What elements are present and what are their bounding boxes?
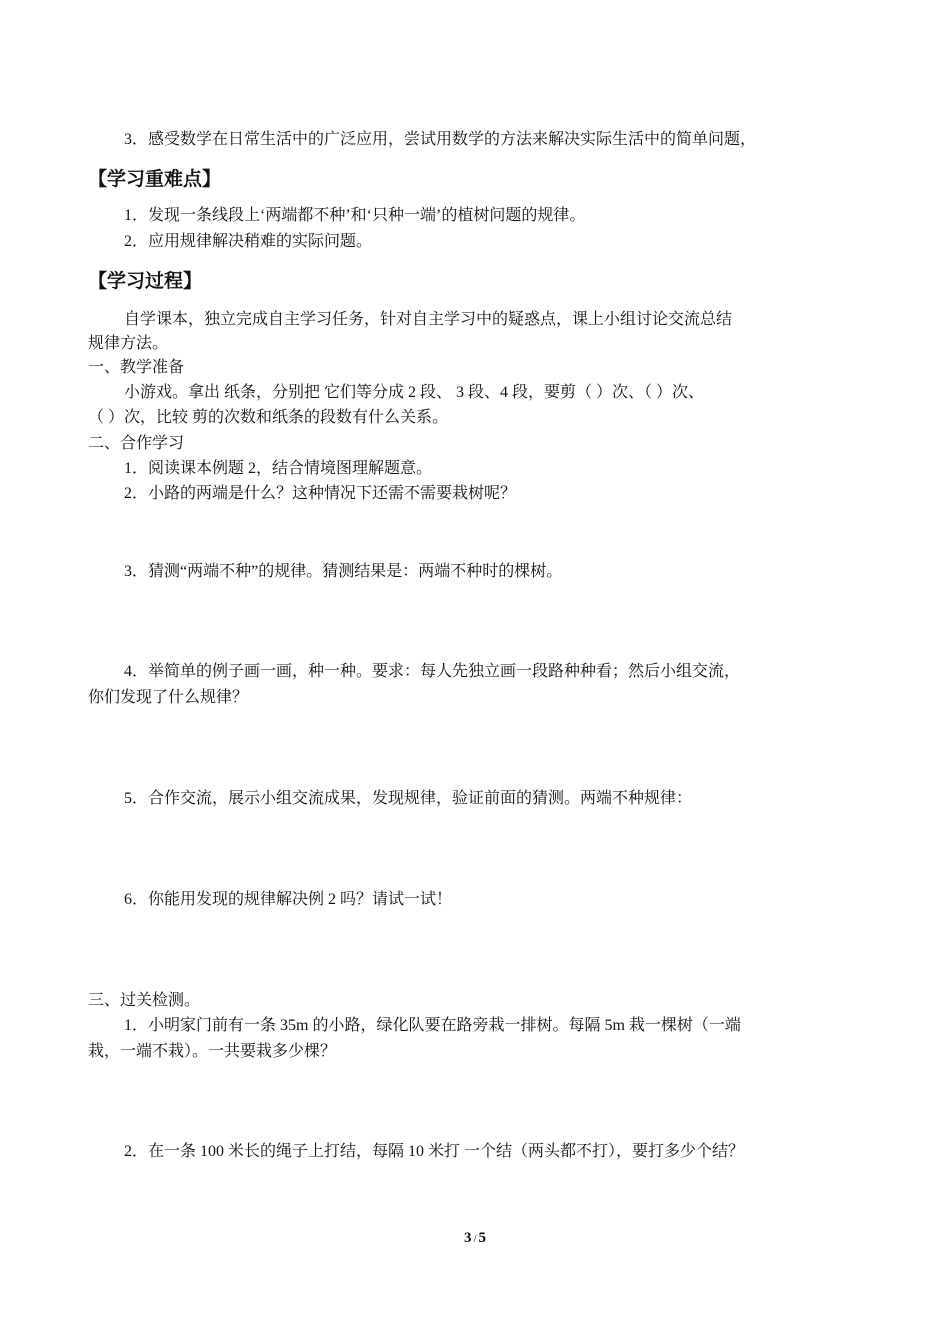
key-points-heading: 【学习重难点】 [88, 168, 222, 190]
section-2-title: 二、合作学习 [88, 435, 185, 452]
key-point-item-2: 2．应用规律解决稍难的实际问题。 [124, 233, 373, 250]
section-3-question-1-line-1: 1．小明家门前有一条 35m 的小路，绿化队要在路旁栽一排树。每隔 5m 栽一棵树（一端 [124, 1017, 741, 1034]
section-1-text-line-1: 小游戏。拿出 纸条，分别把 它们等分成 2 段、 3 段、4 段，要剪（ ）次、（ ）次、 [124, 384, 705, 401]
section-2-question-5: 5．合作交流，展示小组交流成果，发现规律，验证前面的猜测。两端不种规律： [124, 790, 693, 807]
section-1-text-line-2: （ ）次，比较 剪的次数和纸条的段数有什么关系。 [88, 409, 449, 426]
current-page-number: 3 [463, 1230, 472, 1246]
section-3-question-1-line-2: 栽，一端不栽）。一共要栽多少棵？ [88, 1043, 337, 1060]
page-number-footer [0, 1228, 950, 1249]
total-page-count: 5 [478, 1230, 487, 1246]
section-3-title: 三、过关检测。 [88, 992, 201, 1009]
page-separator: / [473, 1233, 477, 1245]
section-2-question-4-line-2: 你们发现了什么规律？ [88, 689, 249, 706]
section-2-question-4-line-1: 4．举简单的例子画一画，种一种。要求：每人先独立画一段路种种看；然后小组交流， [124, 663, 741, 680]
process-intro-line-1: 自学课本，独立完成自主学习任务，针对自主学习中的疑惑点，课上小组讨论交流总结 [124, 311, 733, 328]
section-2-question-3: 3．猜测“两端不种”的规律。猜测结果是：两端不种时的棵树。 [124, 563, 563, 580]
section-1-title: 一、教学准备 [88, 359, 185, 376]
section-2-question-2: 2．小路的两端是什么？这种情况下还需不需要栽树呢？ [124, 485, 517, 502]
process-intro-line-2: 规律方法。 [88, 335, 169, 352]
section-3-question-2: 2．在一条 100 米长的绳子上打结，每隔 10 米打 一个结（两头都不打），要打多少个结？ [124, 1143, 745, 1160]
process-heading: 【学习过程】 [88, 270, 203, 292]
section-2-question-6: 6．你能用发现的规律解决例 2 吗？请试一试！ [124, 891, 453, 908]
section-2-question-1: 1．阅读课本例题 2，结合情境图理解题意。 [124, 460, 433, 477]
key-point-item-1: 1．发现一条线段上‘两端都不种’和‘只种一端’的植树问题的规律。 [124, 207, 586, 224]
goal-item-3: 3．感受数学在日常生活中的广泛应用，尝试用数学的方法来解决实际生活中的简单问题， [124, 131, 757, 148]
